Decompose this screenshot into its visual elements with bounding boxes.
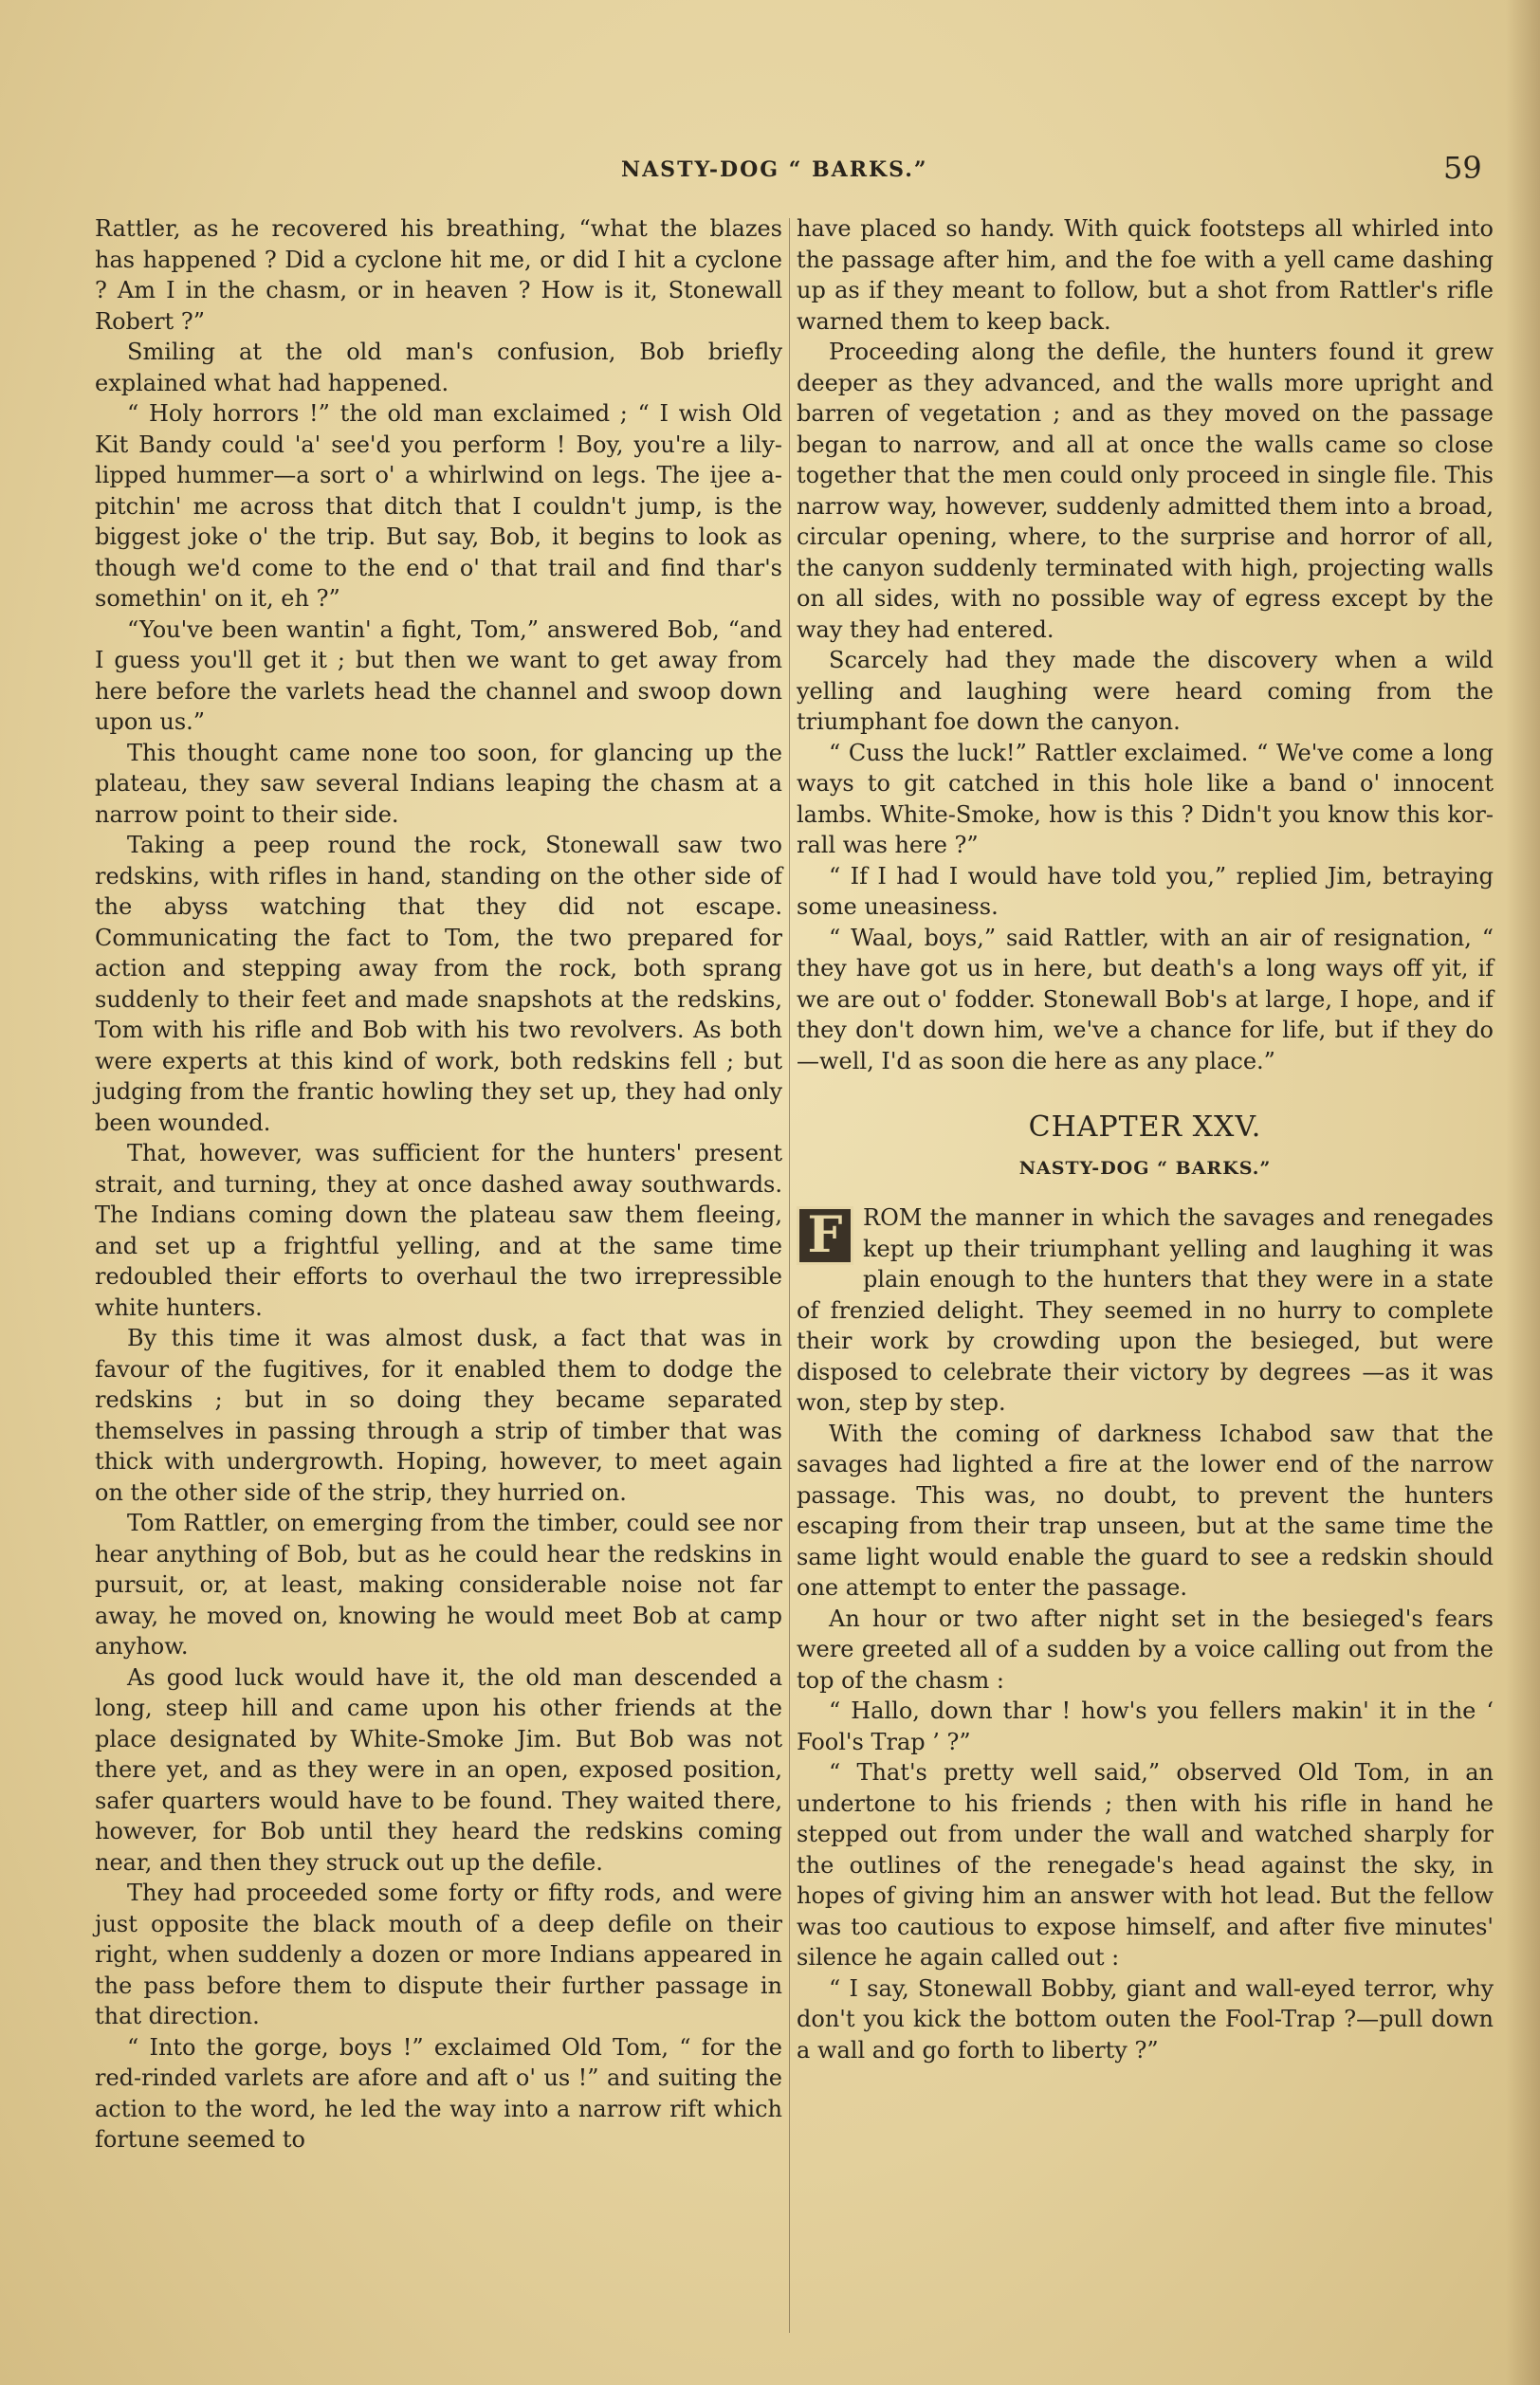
- chapter-opening-text: the manner in which the savages and renegades kept up their triumphant yelling and laughing it was plain enough to the hunters that they were in a state of frenzied delight. They seemed in no hurry to complete their work by crowding upon the besieged, but were disposed to celebrate their victory by degrees —as it was won, step by step.: [797, 1204, 1494, 1416]
- running-title: NASTY-DOG “ BARKS.”: [621, 157, 928, 182]
- paragraph: Rattler, as he recovered his breathing, “what the blazes has happened ? Did a cyclone hit me, or did I hit a cyclone ? Am I in the chasm, or in heaven ? How is it, Stonewall Robert ?”: [95, 215, 782, 335]
- paragraph: Taking a peep round the rock, Stonewall saw two redskins, with rifles in hand, standing on the other side of the abyss watching that they did not escape. Communicating the fact to Tom, the two prepared for action and stepping away from the rock, both sprang suddenly to their feet and made snapshots at the redskins, Tom with his rifle and Bob with his two revolvers. As both were experts at this kind of work, both redskins fell ; but judging from the frantic howling they set up, they had only been wounded.: [95, 832, 782, 1136]
- paragraph: “ Hallo, down thar ! how's you fellers makin' it in the ‘ Fool's Trap ’ ?”: [797, 1697, 1494, 1755]
- column-divider: [789, 218, 790, 2333]
- paragraph: An hour or two after night set in the besieged's fears were greeted all of a sudden by a voice calling out from the top of the chasm :: [797, 1605, 1494, 1694]
- paragraph: “ Into the gorge, boys !” exclaimed Old Tom, “ for the red-rinded varlets are afore and aft o' us !” and suiting the action to the word, he led the way into a narrow rift which fortune seemed to: [95, 2033, 782, 2153]
- paragraph: This thought came none too soon, for glancing up the plateau, they saw several Indians leaping the chasm at a narrow point to their side.: [95, 739, 782, 828]
- paragraph: “ If I had I would have told you,” replied Jim, betraying some uneasiness.: [797, 862, 1494, 920]
- paragraph: That, however, was sufficient for the hunters' present strait, and turning, they at once dashed away southwards. The Indians coming down the plateau saw them fleeing, and set up a frightful yelling, and at the same time redoubled their efforts to overhaul the two irrepressible white hunters.: [95, 1140, 782, 1321]
- page-edge-shadow: [1506, 0, 1540, 2385]
- paragraph: With the coming of darkness Ichabod saw that the savages had lighted a fire at the lower end of the narrow passage. This was, no doubt, to prevent the hunters escaping from their trap unseen, but at the same time the same light would enable the guard to see a redskin should one attempt to enter the passage.: [797, 1420, 1494, 1601]
- paragraph: Tom Rattler, on emerging from the timber, could see nor hear anything of Bob, but as he could hear the redskins in pursuit, or, at least, making considerable noise not far away, he moved on, knowing he would meet Bob at camp anyhow.: [95, 1510, 782, 1660]
- paragraph: By this time it was almost dusk, a fact that was in favour of the fugitives, for it enabled them to dodge the redskins ; but in so doing they became separated themselves in passing through a strip of timber that was thick with undergrowth. Hoping, however, to meet again on the other side of the strip, they hurried on.: [95, 1325, 782, 1506]
- paragraph: “ That's pretty well said,” observed Old Tom, in an undertone to his friends ; then with his rifle in hand he stepped out from under the wall and watched sharply for the outlines of the renegade's head against the sky, in hopes of giving him an answer with hot lead. But the fellow was too cautious to expose himself, and after five minutes' silence he again called out :: [797, 1759, 1494, 1971]
- paragraph: “ Waal, boys,” said Rattler, with an air of resignation, “ they have got us in here, but death's a long ways off yit, if we are out o' fodder. Stonewall Bob's at large, I hope, and if they don't down him, we've a chance for life, but if they do—well, I'd as soon die here as any place.”: [797, 924, 1494, 1074]
- paragraph: Smiling at the old man's confusion, Bob briefly explained what had happened.: [95, 339, 782, 396]
- page-number: 59: [1443, 150, 1482, 186]
- paragraph: They had proceeded some forty or fifty rods, and were just opposite the black mouth of a deep defile on their right, when suddenly a dozen or more Indians appeared in the pass before them to dispute their further passage in that direction.: [95, 1880, 782, 2029]
- right-column-before-chapter: [797, 213, 1494, 1076]
- paragraph: “ Cuss the luck!” Rattler exclaimed. “ We've come a long ways to git catched in this hole like a band o' innocent lambs. White-Smoke, how is this ? Didn't you know this kor-rall was here ?”: [797, 739, 1494, 858]
- chapter-heading: CHAPTER XXV.: [1028, 1110, 1262, 1144]
- left-column: [95, 213, 782, 2156]
- chapter-subtitle: NASTY-DOG “ BARKS.”: [1018, 1157, 1272, 1179]
- right-column-after-chapter: [797, 1419, 1494, 2066]
- running-header: [0, 150, 1540, 188]
- paragraph: “ Holy horrors !” the old man exclaimed ; “ I wish Old Kit Bandy could 'a' see'd you perform ! Boy, you're a lily-lipped hummer—a sort o' a whirlwind on legs. The ijee a-pitchin' me across that ditch that I couldn't jump, is the biggest joke o' the trip. But say, Bob, it begins to look as though we'd come to the end o' that trail and find thar's somethin' on it, eh ?”: [95, 400, 782, 612]
- right-column: [797, 213, 1494, 2065]
- drop-cap-letter: F: [797, 1206, 853, 1265]
- paragraph: have placed so handy. With quick footsteps all whirled into the passage after him, and the foe with a yell came dashing up as if they meant to follow, but a shot from Rattler's rifle warned them to keep back.: [797, 215, 1494, 335]
- paragraph: Scarcely had they made the discovery when a wild yelling and laughing were heard coming from the triumphant foe down the canyon.: [797, 647, 1494, 735]
- paragraph: “ I say, Stonewall Bobby, giant and wall-eyed terror, why don't you kick the bottom outen the Fool-Trap ?—pull down a wall and go forth to liberty ?”: [797, 1974, 1494, 2064]
- paragraph: “You've been wantin' a fight, Tom,” answered Bob, “and I guess you'll get it ; but then we want to get away from here before the varlets head the channel and swoop down upon us.”: [95, 615, 782, 735]
- paragraph: As good luck would have it, the old man descended a long, steep hill and came upon his other friends at the place designated by White-Smoke Jim. But Bob was not there yet, and as they were in an open, exposed position, safer quarters would have to be found. They waited there, however, for Bob until they heard the redskins coming near, and then they struck out up the defile.: [95, 1663, 782, 1876]
- chapter-opening-paragraph: [797, 1202, 1494, 1419]
- drop-cap-continuation: ROM: [863, 1204, 923, 1231]
- paragraph: Proceeding along the defile, the hunters found it grew deeper as they advanced, and the walls more upright and barren of vegetation ; and as they moved on the passage began to narrow, and all at once the walls came so close together that the men could only proceed in single file. This narrow way, however, suddenly admitted them into a broad, circular opening, where, to the surprise and horror of all, the canyon suddenly terminated with high, projecting walls on all sides, with no possible way of egress except by the way they had entered.: [797, 339, 1494, 643]
